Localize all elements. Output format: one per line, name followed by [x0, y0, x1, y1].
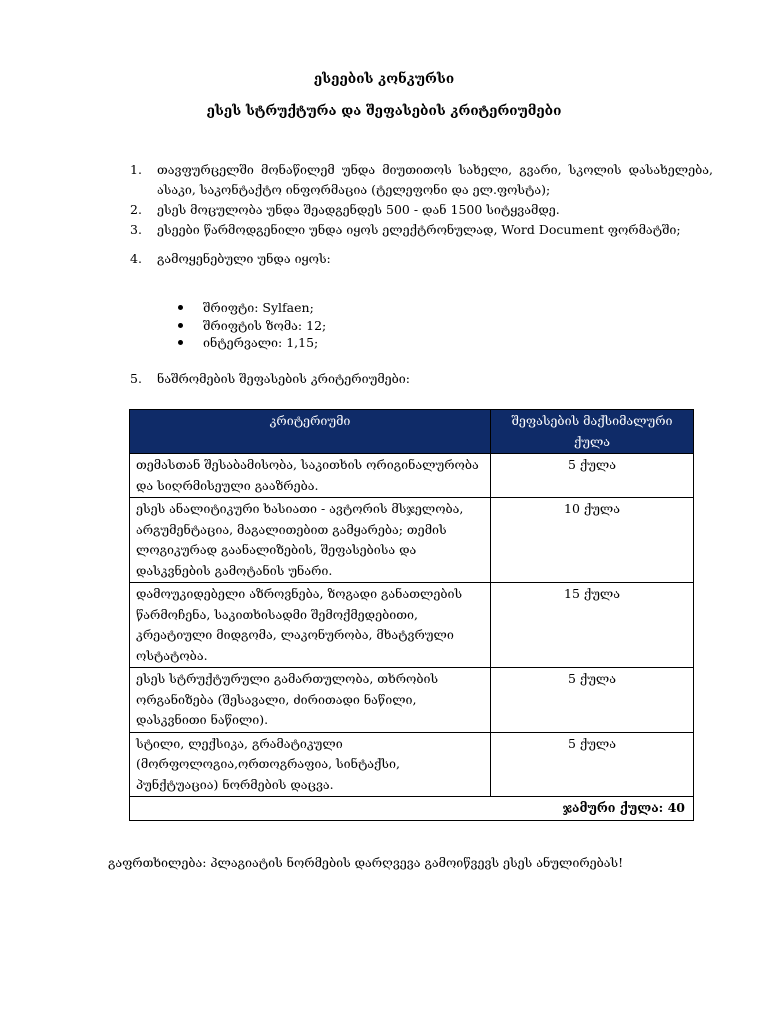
bullet-text: შრიფტი: Sylfaen; [203, 300, 314, 315]
points-column-header: შეფასების მაქსიმალური ქულა [491, 410, 694, 454]
table-row [130, 732, 694, 797]
criterion-cell: ესეს სტრუქტურული გამართულობა, თხრობის ორგანიზება (შესავალი, ძირითადი ნაწილი, დასკვნითი ნაწილი). [130, 668, 491, 733]
bullet-text: ინტერვალი: 1,15; [203, 335, 319, 350]
list-text: ესეები წარმოდგენილი უნდა იყოს ელექტრონულად, Word Document ფორმატში; [157, 222, 681, 237]
list-item [130, 160, 713, 200]
list-text: თავფურცელში მონაწილემ უნდა მიუთითოს სახელი, გვარი, სკოლის დასახელება, ასაკი, საკონტაქტო ინფორმაცია (ტელეფონი და ელ.ფოსტა); [157, 162, 713, 197]
list-text: ნაშრომების შეფასების კრიტერიუმები: [157, 371, 410, 386]
criterion-cell: დამოუკიდებელი აზროვნება, ზოგადი განათლების წარმოჩენა, საკითხისადმი შემოქმედებითი, კრეატიული მიდგომა, ლაკონურობა, მხატვრული ოსტატობა. [130, 583, 491, 668]
list-number: 5. [130, 371, 142, 386]
requirements-list [130, 160, 713, 269]
points-cell: 5 ქულა [491, 732, 694, 797]
list-number: 1. [130, 162, 142, 177]
bullet-icon [178, 323, 183, 328]
list-item [130, 369, 713, 389]
points-cell: 5 ქულა [491, 454, 694, 498]
page-title: ესეების კონკურსი [313, 71, 455, 87]
points-cell: 5 ქულა [491, 668, 694, 733]
table-header-row [130, 410, 694, 454]
bullet-item [178, 334, 326, 352]
page-subtitle: ესეს სტრუქტურა და შეფასების კრიტერიუმები [206, 103, 562, 119]
criterion-column-header: კრიტერიუმი [130, 410, 491, 454]
criterion-cell: თემასთან შესაბამისობა, საკითხის ორიგინალურობა და სიღრმისეული გააზრება. [130, 454, 491, 498]
list-number: 3. [130, 222, 142, 237]
table-row [130, 668, 694, 733]
bullet-icon [178, 305, 183, 310]
points-cell: 15 ქულა [491, 583, 694, 668]
bullet-icon [178, 340, 183, 345]
plagiarism-warning: გაფრთხილება: პლაგიატის ნორმების დარღვევა გამოიწვევს ესეს ანულირებას! [108, 855, 624, 870]
list-item [130, 200, 713, 220]
table-row [130, 583, 694, 668]
list-number: 2. [130, 202, 142, 217]
table-row [130, 454, 694, 498]
font-settings-list [178, 299, 326, 352]
criterion-cell: სტილი, ლექსიკა, გრამატიკული (მორფოლოგია,ორთოგრაფია, სინტაქსი, პუნქტუაცია) ნორმების დაცვა. [130, 732, 491, 797]
table-row [130, 498, 694, 583]
list-item [130, 220, 713, 240]
bullet-item [178, 299, 326, 317]
list-text: ესეს მოცულობა უნდა შეადგენდეს 500 - დან 1500 სიტყვამდე. [157, 202, 560, 217]
total-row [130, 797, 694, 821]
list-text: გამოყენებული უნდა იყოს: [157, 251, 331, 266]
bullet-item [178, 317, 326, 335]
list-item [130, 249, 713, 269]
list-number: 4. [130, 251, 142, 266]
total-score: ჯამური ქულა: 40 [130, 797, 694, 821]
points-cell: 10 ქულა [491, 498, 694, 583]
criterion-cell: ესეს ანალიტიკური ხასიათი - ავტორის მსჯელობა, არგუმენტაცია, მაგალითებით გამყარება; თემის ლოგიკურად გაანალიზების, შეფასებისა და დასკვნების გამოტანის უნარი. [130, 498, 491, 583]
criteria-table [129, 409, 694, 821]
bullet-text: შრიფტის ზომა: 12; [203, 317, 327, 333]
